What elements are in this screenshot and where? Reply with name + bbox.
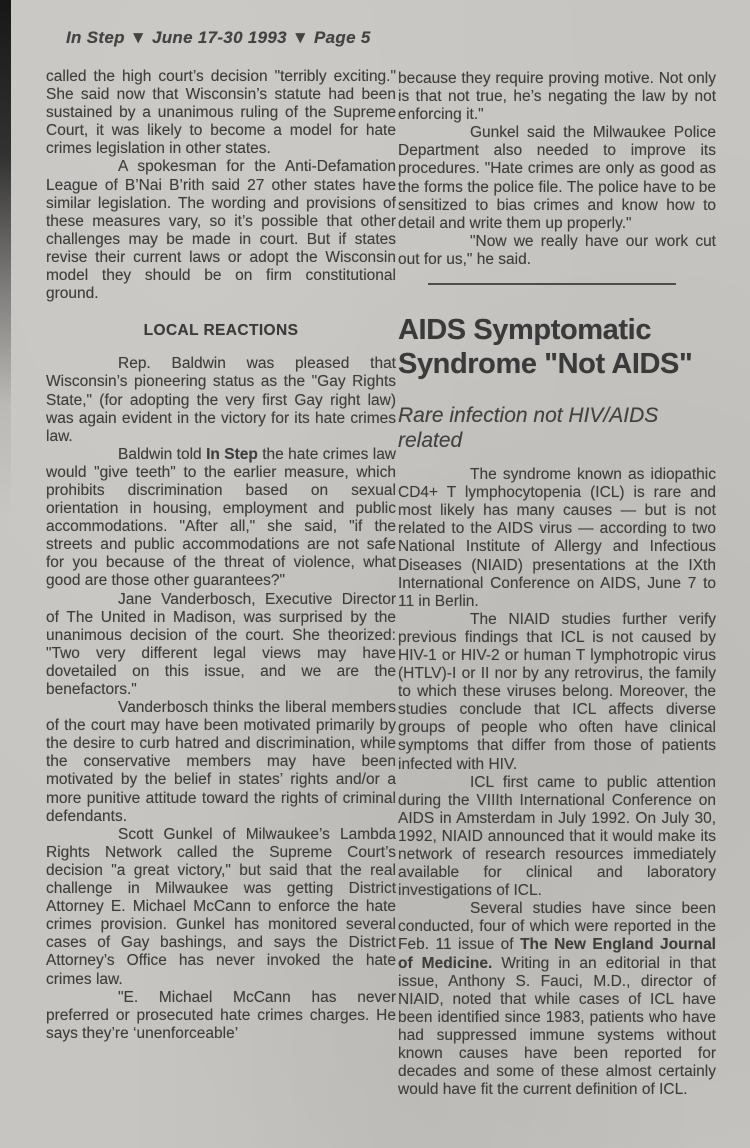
body-text: Gunkel said the Milwaukee Police Department also needed to improve its procedures. "Hate crimes are only as good as the forms the police file. The police have to be sensitized to bias crimes and know how to detail and write them up properly." bbox=[398, 124, 716, 232]
article-paragraph bbox=[398, 774, 716, 901]
body-text: ICL first came to public attention during the VIIIth International Conference on AIDS in Amsterdam in July 1992. On July 30, 1992, NIAID announced that it would make its network of research resources immediately available for clinical and laboratory investigations of ICL. bbox=[398, 773, 716, 900]
body-text: Writing in an editorial in that issue, Anthony S. Fauci, M.D., director of NIAID, noted that while cases of ICL have been identified since 1983, patients who have had suppressed immune systems without known causes have been reported for decades and some of these almost certainly would have fit the current definition of ICL. bbox=[398, 954, 716, 1099]
left-column bbox=[46, 68, 396, 1043]
body-text: The syndrome known as idiopathic CD4+ T lymphocytopenia (ICL) is rare and most likely has many causes — but is not related to the AIDS virus — according to two National Institute of Allergy and Infectious Diseases (NIAID) presentations at the IXth International Conference on AIDS, June 7 to 11 in Berlin. bbox=[398, 466, 716, 610]
body-text: "Now we really have our work cut out for us," he said. bbox=[398, 232, 716, 268]
article-paragraph bbox=[398, 124, 716, 233]
article-headline: AIDS Symptomatic Syndrome "Not AIDS" bbox=[398, 314, 693, 381]
article-paragraph bbox=[46, 158, 396, 303]
body-text: Several studies have since been conducted, four of which were reported in the Feb. 11 issue of bbox=[398, 900, 716, 954]
article-paragraph bbox=[398, 70, 716, 124]
article-divider bbox=[428, 283, 676, 285]
body-text: called the high court’s decision "terribly exciting." She said now that Wisconsin’s statute had been sustained by a unanimous ruling of the Supreme Court, it was likely to become a model for hate crimes legislation in other states. bbox=[46, 68, 396, 158]
bold-text: The New England Journal of Medicine. bbox=[398, 936, 716, 972]
article-paragraph bbox=[46, 591, 396, 700]
body-text: Rep. Baldwin was pleased that Wisconsin’s pioneering status as the "Gay Rights State," (for adopting the very first Gay right law) was again evident in the victory for its hate crimes law. bbox=[46, 355, 396, 445]
article-subhead: Rare infection not HIV/AIDS related bbox=[398, 404, 659, 453]
body-text: Scott Gunkel of Milwaukee’s Lambda Rights Network called the Supreme Court’s decision "a great victory," but said that the real challenge in Milwaukee was getting District Attorney E. Michael McCann to enforce the hate crimes provision. Gunkel has monitored several cases of Gay bashings, and says the District Attorney’s Office has never invoked the hate crimes law. bbox=[46, 825, 396, 988]
article-paragraph bbox=[398, 233, 716, 269]
article-paragraph bbox=[46, 446, 396, 591]
section-heading: LOCAL REACTIONS bbox=[143, 322, 299, 340]
body-text: Jane Vanderbosch, Executive Director of The United in Madison, was surprised by the unanimous decision of the court. She theorized: "Two very different legal views may have dovetailed on this issue, and we are the benefactors." bbox=[46, 590, 396, 698]
article-paragraph bbox=[398, 900, 716, 1099]
body-text: Baldwin told bbox=[118, 445, 207, 463]
body-text: Vanderbosch thinks the liberal members of the court may have been motivated primarily by the desire to curb hatred and discrimination, while the conservative members may have been motivated by the belief in states’ rights and/or a more punitive attitude toward the rights of criminal defendants. bbox=[46, 699, 396, 825]
article-paragraph bbox=[46, 68, 396, 158]
article-paragraph bbox=[46, 826, 396, 989]
bold-text: In Step bbox=[206, 445, 258, 463]
body-text: A spokesman for the Anti-Defamation League of B’Nai B’rith said 27 other states have similar legislation. The wording and provisions of these measures vary, so it’s possible that other challenges may be made in court. But if states revise their current laws or adopt the Wisconsin model they should be on firm constitutional ground. bbox=[46, 158, 396, 303]
body-text: the hate crimes law would "give teeth" to the earlier measure, which prohibits discrimination based on sexual orientation in housing, employment and public accommodations. "After all," she said, "if the streets and public accommodations are not safe for you because of the threat of violence, what good are those other guarantees?" bbox=[46, 445, 397, 590]
body-text: "E. Michael McCann has never preferred or prosecuted hate crimes charges. He says they’re ‘unenforceable’ bbox=[46, 988, 396, 1042]
right-column bbox=[398, 70, 716, 1099]
scan-binding-shadow bbox=[0, 0, 11, 520]
page-header: In Step ▼ June 17-30 1993 ▼ Page 5 bbox=[66, 28, 371, 47]
body-text: because they require proving motive. Not only is that not true, he’s negating the law by not enforcing it." bbox=[398, 70, 716, 124]
article-paragraph bbox=[46, 699, 396, 826]
article-paragraph bbox=[46, 355, 396, 445]
article-paragraph bbox=[398, 466, 716, 611]
article-paragraph bbox=[46, 989, 396, 1043]
article-paragraph bbox=[398, 611, 716, 774]
body-text: The NIAID studies further verify previous findings that ICL is not caused by HIV-1 or HIV-2 or human T lymphotropic virus (HTLV)-I or II nor by any retrovirus, the family to which these viruses belong. Moreover, the studies conclude that ICL affects diverse groups of people who often have clinical symptoms that differ from those of patients infected with HIV. bbox=[398, 610, 716, 773]
